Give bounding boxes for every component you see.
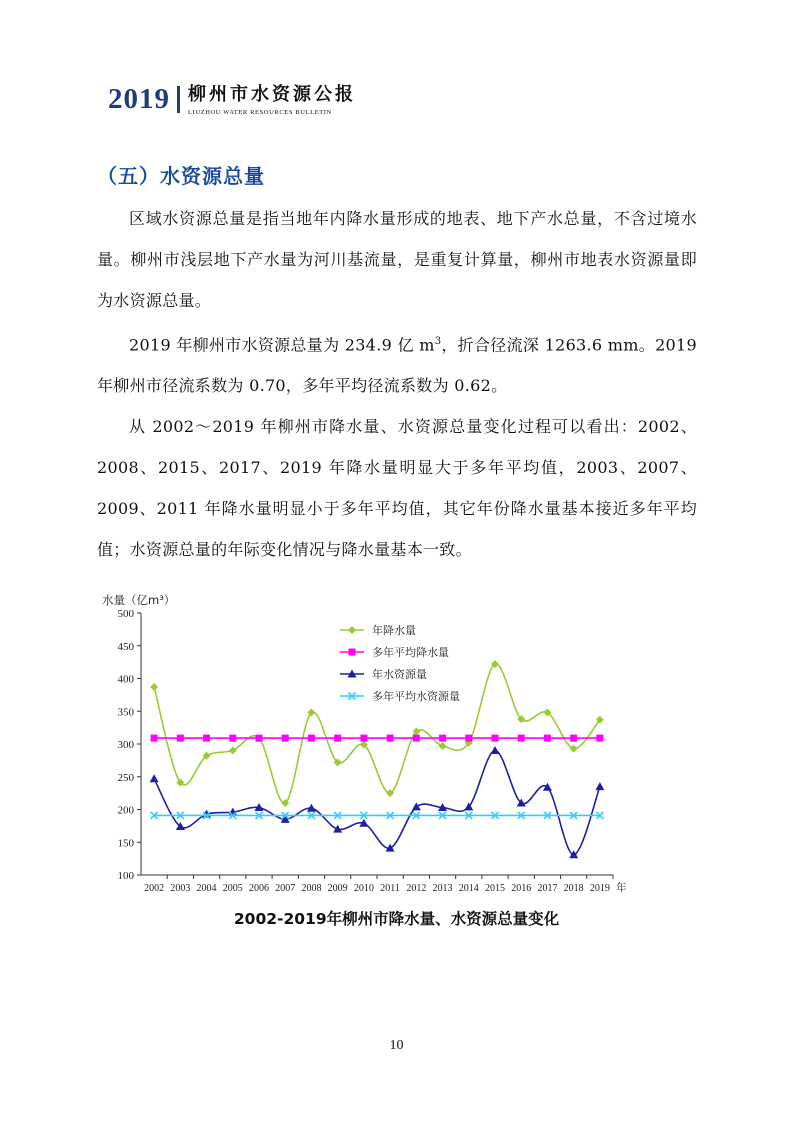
paragraph-2-part-a: 2019 年柳州市水资源总量为 234.9 亿 m	[129, 335, 435, 355]
series-2-point	[282, 735, 289, 742]
y-axis-title: 水量（亿m³）	[102, 593, 176, 607]
x-tick-label: 2008	[301, 883, 322, 894]
y-tick-label: 300	[117, 739, 134, 751]
x-tick-label: 2015	[485, 883, 505, 894]
paragraph-3: 从 2002～2019 年柳州市降水量、水资源总量变化过程可以看出：2002、2008、2015、2017、2019 年降水量明显大于多年平均值，2003、2007、2009、2011 年降水量明显小于多年平均值，其它年份降水量基本接近多年平均值；水资源总量的年际变化情况与降水量基本一致。	[97, 417, 697, 560]
y-tick-label: 350	[117, 706, 134, 719]
y-tick-label: 150	[117, 837, 134, 850]
x-tick-label: 2011	[380, 883, 400, 894]
legend-label-3: 年水资源量	[372, 668, 427, 681]
y-tick-label: 400	[117, 673, 134, 686]
header-title-en: LIUZHOU WATER RESOURCES BULLETIN	[188, 109, 332, 116]
series-2-point	[413, 735, 420, 742]
report-header	[108, 80, 356, 120]
series-3-point	[412, 802, 421, 810]
section-title: （五）水资源总量	[97, 164, 265, 188]
header-titles	[188, 80, 356, 118]
x-tick-label: 2018	[563, 883, 584, 894]
paragraph-1: 区域水资源总量是指当地年内降水量形成的地表、地下产水总量，不含过境水量。柳州市浅层地下产水量为河川基流量，是重复计算量，柳州市地表水资源量即为水资源总量。	[97, 209, 697, 310]
x-tick-label: 2005	[222, 883, 243, 894]
x-tick-label: 2002	[144, 883, 165, 894]
paragraph-2-superscript: 3	[434, 336, 442, 347]
x-tick-label: 2004	[196, 883, 217, 894]
series-2-point	[256, 735, 263, 742]
x-tick-label: 2019	[589, 883, 610, 894]
x-tick-label: 2017	[537, 883, 558, 894]
paragraph-2	[97, 321, 697, 406]
series-1-point	[439, 742, 447, 750]
chart-container	[100, 588, 640, 900]
series-3-point	[543, 783, 552, 791]
body-text	[97, 198, 697, 570]
series-2-point	[465, 735, 472, 742]
series-3-point	[595, 782, 604, 790]
y-tick-label: 250	[117, 771, 134, 784]
paragraph-2-part-b: ，折合径流深 1263.6 mm。2019 年柳州市径流系数为 0.70，多年平均径流系数为 0.62。	[97, 335, 697, 396]
series-2-point	[334, 735, 341, 742]
legend-label-1: 年降水量	[372, 624, 416, 637]
x-tick-label: 2003	[170, 883, 191, 894]
x-tick-label: 2016	[511, 883, 532, 894]
legend-label-2: 多年平均降水量	[372, 646, 449, 659]
header-title-cn: 柳州市水资源公报	[188, 84, 356, 105]
legend-marker-1	[348, 626, 356, 634]
series-2-point	[177, 735, 184, 742]
x-tick-label: 2009	[327, 883, 348, 894]
series-line-3	[154, 751, 600, 855]
x-tick-label: 2014	[458, 883, 479, 894]
header-divider	[177, 86, 180, 113]
series-1-point	[229, 747, 237, 755]
x-axis-title: 年	[616, 882, 627, 894]
series-2-point	[308, 735, 315, 742]
chart-caption: 2002-2019年柳州市降水量、水资源总量变化	[233, 910, 560, 928]
series-2-point	[387, 735, 394, 742]
legend-label-4: 多年平均水资源量	[372, 690, 460, 703]
series-1-point	[150, 683, 158, 691]
series-2-point	[151, 735, 158, 742]
x-tick-label: 2006	[249, 883, 269, 894]
series-2-point	[439, 735, 446, 742]
legend-marker-2	[349, 649, 356, 656]
y-tick-label: 500	[117, 608, 134, 620]
series-2-point	[203, 735, 210, 742]
water-chart	[100, 588, 640, 900]
series-2-point	[229, 735, 236, 742]
x-tick-label: 2013	[432, 883, 453, 894]
series-3-point	[464, 802, 473, 810]
series-2-point	[360, 735, 367, 742]
series-2-point	[544, 735, 551, 742]
series-2-point	[596, 735, 603, 742]
series-3-point	[150, 774, 159, 782]
y-tick-label: 100	[117, 870, 134, 882]
x-tick-label: 2010	[353, 883, 374, 894]
series-1-point	[570, 745, 578, 753]
series-2-point	[570, 735, 577, 742]
page-number: 10	[389, 1038, 404, 1053]
y-tick-label: 450	[117, 640, 134, 653]
header-year: 2019	[108, 83, 170, 115]
x-tick-label: 2012	[406, 883, 427, 894]
series-2-point	[518, 735, 525, 742]
y-tick-label: 200	[117, 804, 134, 817]
series-2-point	[492, 735, 499, 742]
x-tick-label: 2007	[275, 883, 296, 894]
series-line-1	[154, 664, 600, 803]
series-3-point	[491, 746, 500, 754]
